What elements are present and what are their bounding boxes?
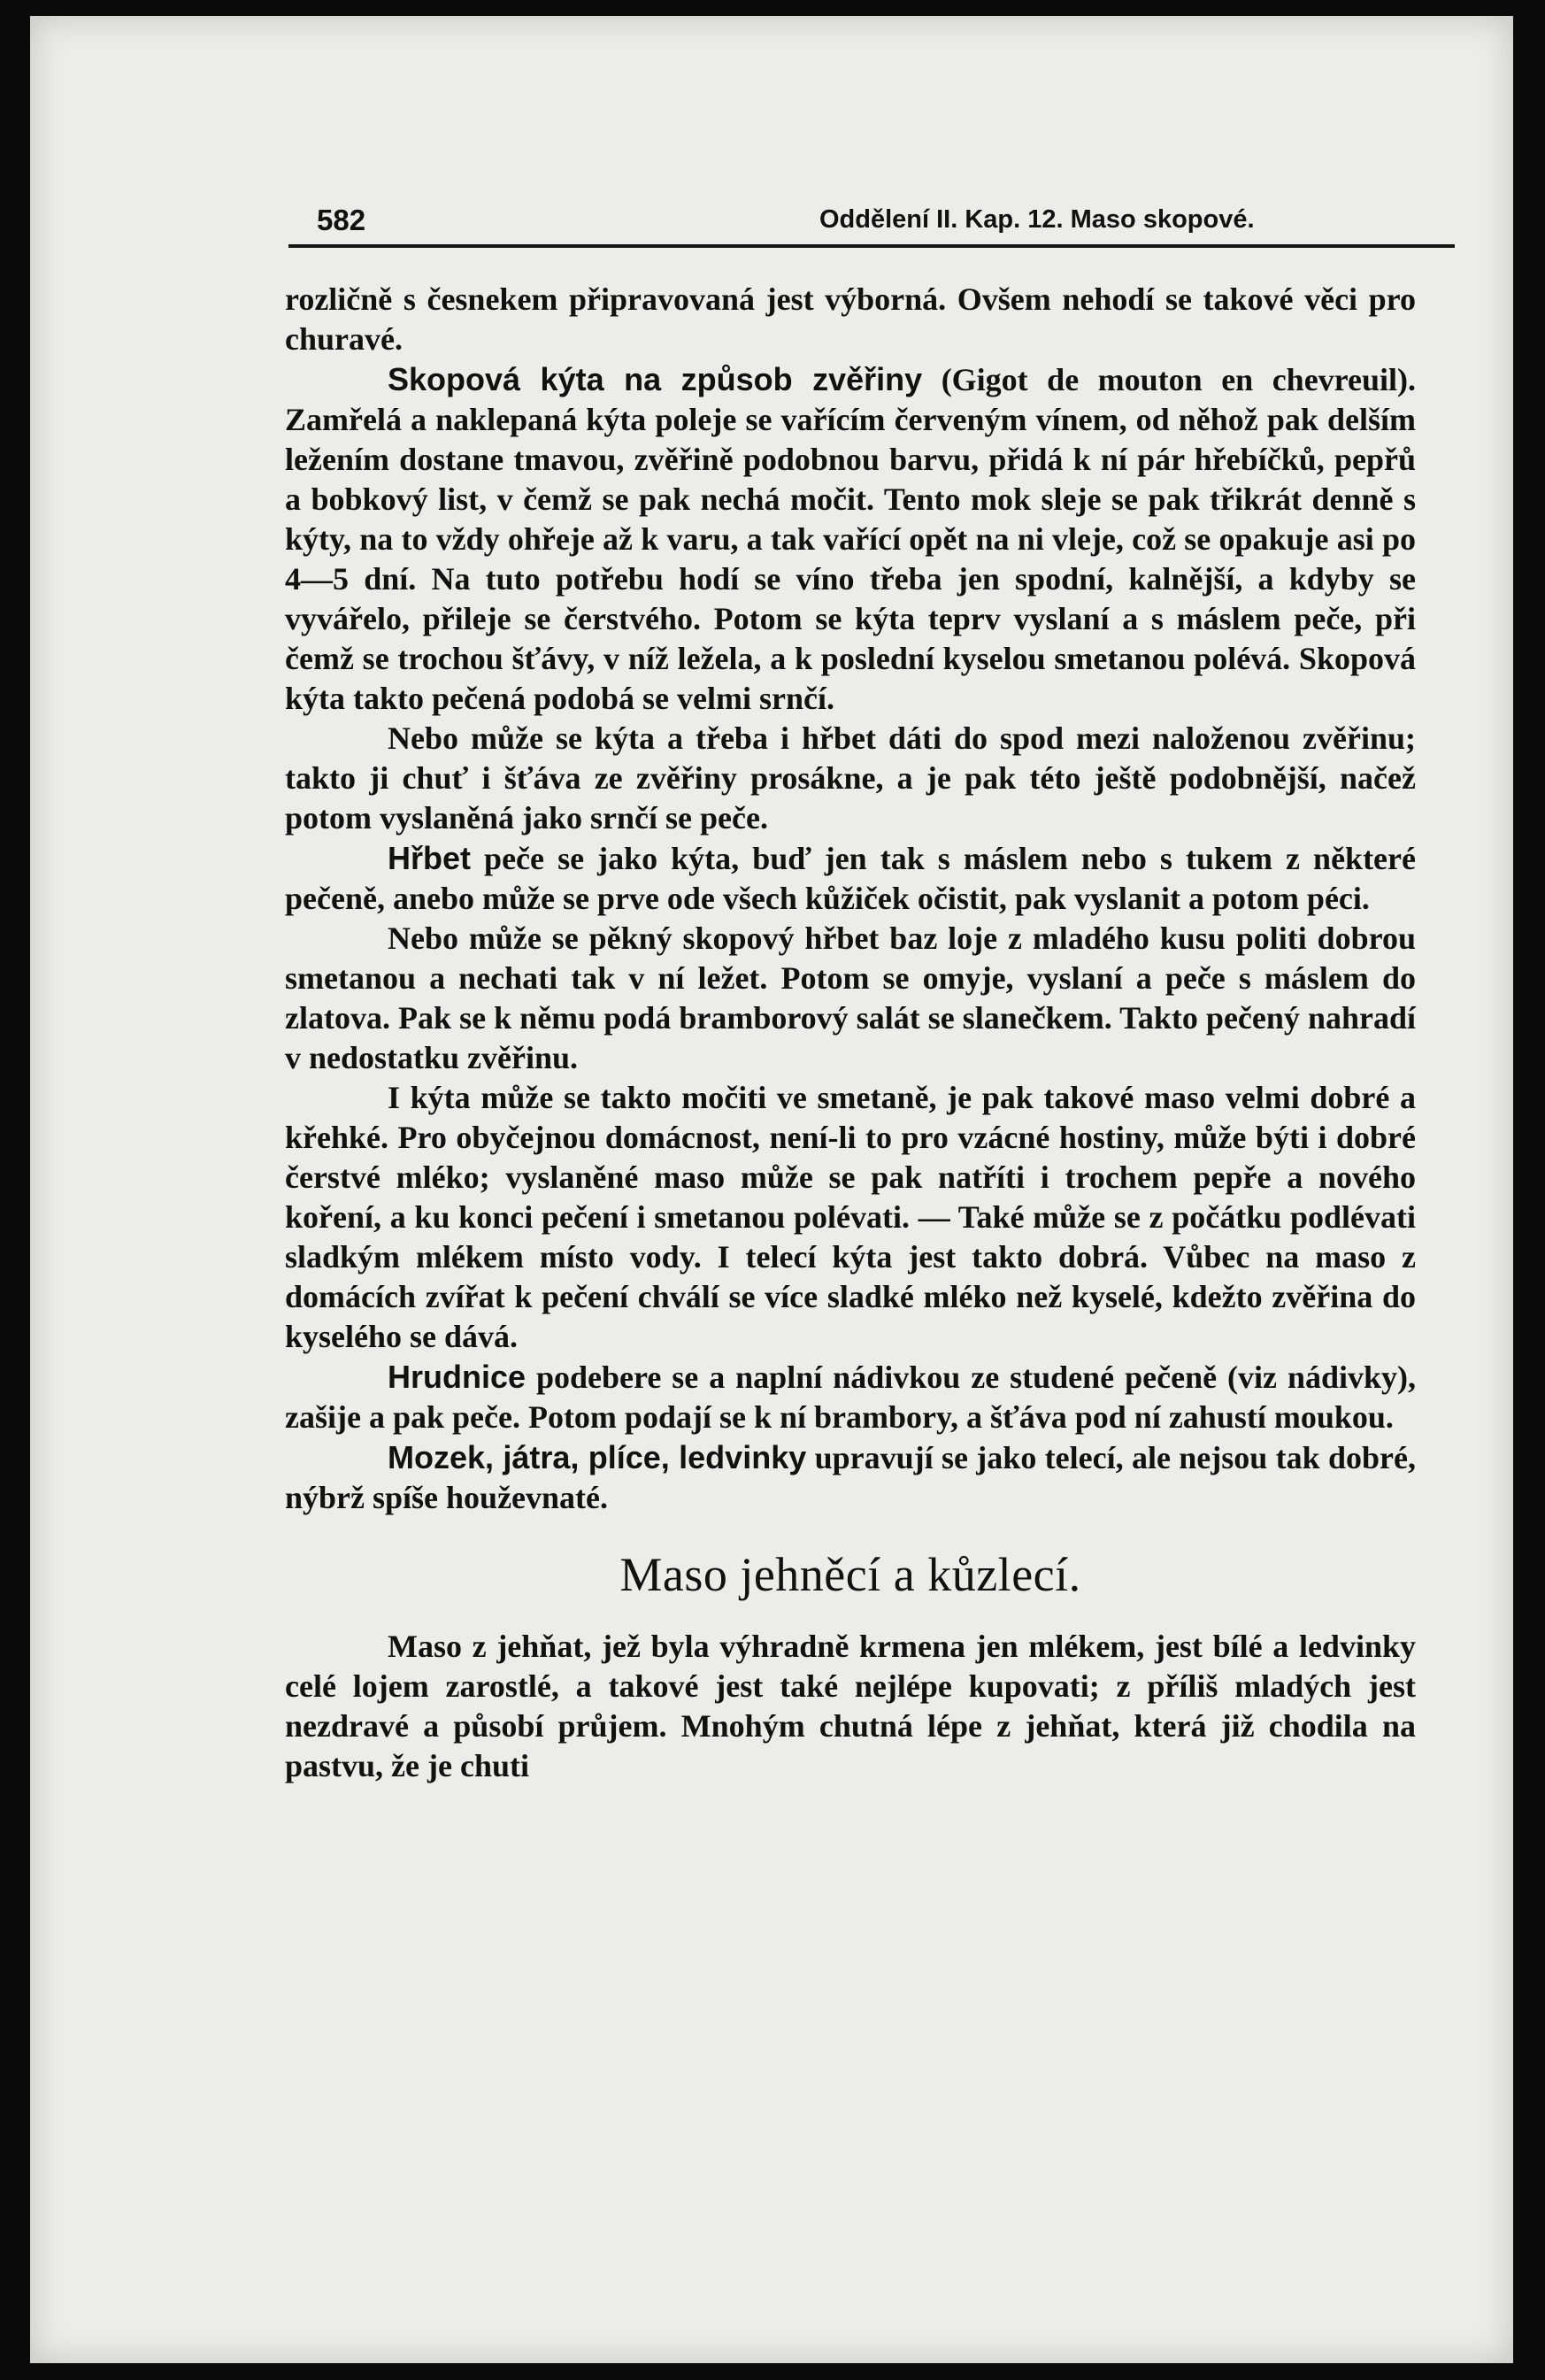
running-title: Oddělení II. Kap. 12. Maso skopové.: [819, 205, 1255, 234]
paragraph: Skopová kýta na způsob zvěřiny (Gigot de mouton en chevreuil). Zamřelá a naklepaná kýta poleje se vařícím červeným vínem, od něhož pak delším ležením dostane tmavou, zvěřině podobnou barvu, přidá k ní pár hřebíčků, pepřů a bobkový list, v čemž se pak nechá močit. Tento mok sleje se pak třikrát denně s kýty, na to vždy ohřeje až k varu, a tak vařící opět na ni vleje, což se opakuje asi po 4—5 dní. Na tuto potřebu hodí se víno třeba jen spodní, kalnější, a kdyby se vyvářelo, přileje se čerstvého. Potom se kýta teprv vyslaní a s máslem peče, při čemž se trochou šťávy, v níž ležela, a k poslední kyselou smetanou polévá. Skopová kýta takto pečená podobá se velmi srnčí.: [285, 361, 1416, 716]
paragraph: Mozek, játra, plíce, ledvinky upravují se jako telecí, ale nejsou tak dobré, nýbrž spíše houževnaté.: [285, 1439, 1416, 1515]
page-number: 582: [317, 204, 366, 236]
paragraph: Nebo může se pěkný skopový hřbet baz loje z mladého kusu politi dobrou smetanou a nechati tak v ní ležet. Potom se omyje, vyslaní a peče s máslem do zlatova. Pak se k němu podá bramborový salát se slanečkem. Takto pečený nahradí v nedostatku zvěřinu.: [285, 920, 1416, 1075]
paragraph: Hrudnice podebere se a naplní nádivkou ze studené pečeně (viz nádivky), zašije a pak peče. Potom podají se k ní brambory, a šťáva pod ní zahustí moukou.: [285, 1359, 1416, 1435]
paragraph-lead: Hrudnice: [388, 1359, 527, 1395]
paragraph: rozličně s česnekem připravovaná jest výborná. Ovšem nehodí se takové věci pro churavé.: [285, 281, 1416, 357]
paragraph-lead: Skopová kýta na způsob zvěřiny: [388, 361, 923, 397]
paragraph: Maso z jehňat, jež byla výhradně krmena jen mlékem, jest bílé a ledvinky celé lojem zarostlé, a takové jest také nejlépe kupovati; z příliš mladých jest nezdravé a působí průjem. Mnohým chutná lépe z jehňat, která již chodila na pastvu, že je chuti: [285, 1629, 1416, 1783]
body-text: [285, 280, 1416, 1786]
paragraph: I kýta může se takto močiti ve smetaně, je pak takové maso velmi dobré a křehké. Pro obyčejnou domácnost, není-li to pro vzácné hostiny, může býti i dobré čerstvé mléko; vyslaněné maso může se pak natříti i trochem pepře a nového koření, a ku konci pečení i smetanou polévati. — Také může se z počátku podlévati sladkým mlékem místo vody. I telecí kýta jest takto dobrá. Vůbec na maso z domácích zvířat k pečení chválí se více sladké mléko než kyselé, kdežto zvěřina do kyselého se dává.: [285, 1080, 1416, 1354]
paragraph-lead: Hřbet: [388, 840, 472, 876]
paragraph: Nebo může se kýta a třeba i hřbet dáti do spod mezi naloženou zvěřinu; takto ji chuť i šťáva ze zvěřiny prosákne, a je pak této ještě podobnější, načež potom vyslaněná jako srnčí se peče.: [285, 720, 1416, 836]
paragraph: Hřbet peče se jako kýta, buď jen tak s máslem nebo s tukem z některé pečeně, anebo může se prve ode všech kůžiček očistit, pak vyslanit a potom péci.: [285, 840, 1416, 916]
section-title: Maso jehněcí a kůzlecí.: [619, 1548, 1081, 1601]
paragraph-lead: Mozek, játra, plíce, ledvinky: [388, 1439, 807, 1475]
page-header: [288, 204, 1455, 248]
